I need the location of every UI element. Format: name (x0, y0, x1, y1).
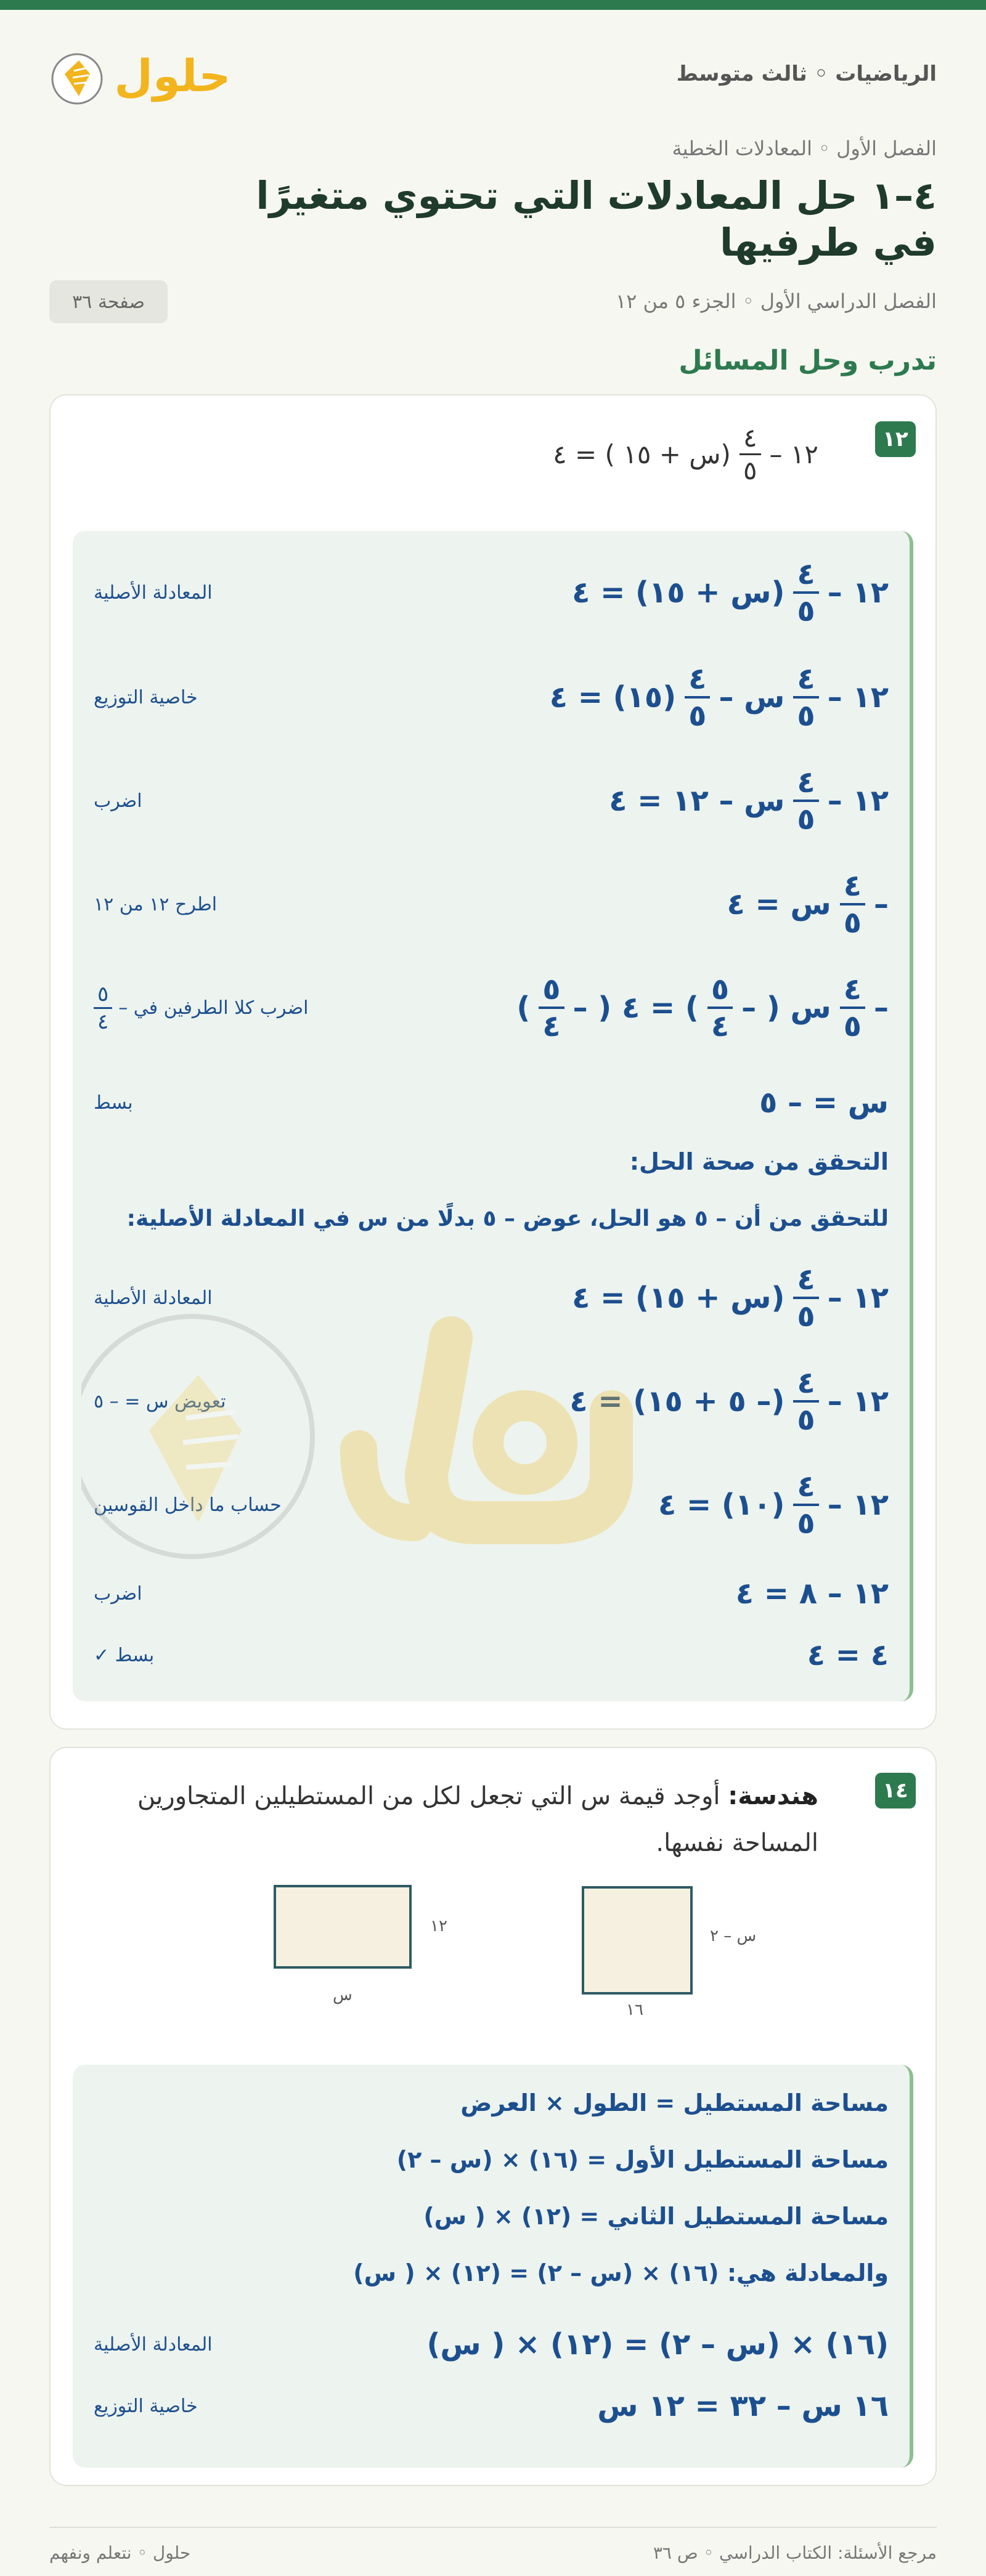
fraction-numerator: ٤ (843, 869, 862, 903)
check-step (94, 1261, 889, 1335)
eq-text: – (874, 990, 889, 1025)
step-note (94, 971, 308, 1045)
page-header (49, 37, 937, 117)
rectangle-2-bottom-label: س (333, 1986, 352, 2004)
eq-text: س – (719, 680, 785, 715)
solution-step (94, 556, 889, 630)
eq-text: ١٢ – (827, 1281, 889, 1315)
stmt-fraction (740, 422, 761, 485)
note-fraction (94, 981, 112, 1034)
fraction-denominator: ٥ (793, 1400, 818, 1435)
eq-text: ١٢ – (827, 784, 889, 818)
fraction-numerator: ٤ (797, 1366, 815, 1400)
step-equation (609, 764, 889, 838)
step-note: اضرب (94, 1582, 142, 1605)
hulul-logo[interactable] (49, 37, 234, 117)
eq-text: (س + ١٥) = ٤ (572, 575, 785, 610)
eq-text: – (874, 887, 889, 921)
question-statement (91, 1773, 818, 1866)
fraction-denominator: ٥ (840, 1007, 865, 1041)
check-intro: للتحقق من أن – ٥ هو الحل، عوض – ٥ بدلًا من س في المعادلة الأصلية: (126, 1206, 889, 1231)
fraction-denominator: ٤ (539, 1007, 564, 1041)
step-equation: ٤ = ٤ (807, 1638, 889, 1672)
logo-text: حلول (114, 50, 231, 102)
step-note: المعادلة الأصلية (94, 2333, 213, 2355)
eq-fraction (793, 765, 818, 836)
fraction-denominator: ٥ (793, 800, 818, 834)
step-note: خاصية التوزيع (94, 2395, 198, 2417)
fraction-numerator: ٥ (542, 972, 561, 1007)
eq-text: س ( – (741, 990, 831, 1025)
eq-text: س – ١٢ = ٤ (609, 784, 785, 818)
check-title: التحقق من صحة الحل: (629, 1148, 889, 1175)
question-card-14 (49, 1747, 937, 2486)
step-equation (516, 971, 889, 1045)
solution-step (94, 660, 889, 734)
step-equation (550, 660, 889, 734)
fraction-denominator: ٤ (94, 1007, 112, 1032)
fraction-numerator: ٥ (711, 972, 730, 1007)
eq-text: (١٠) = ٤ (658, 1488, 785, 1522)
solution-line: والمعادلة هي: (١٦) × (س – ٢) = (١٢) × ( س) (353, 2259, 889, 2286)
subject-label: الرياضيات ◦ ثالث متوسط (676, 62, 937, 86)
step-equation (569, 1364, 889, 1438)
solution-panel (73, 531, 913, 1701)
stmt-part-a: ١٢ – (769, 439, 818, 469)
eq-text: ١٢ – (827, 1384, 889, 1419)
check-step (94, 1618, 889, 1692)
fraction-numerator: ٤ (743, 422, 757, 453)
rectangle-2-side-label: ١٢ (430, 1917, 447, 1935)
eq-fraction (793, 559, 818, 626)
eq-fraction (793, 1469, 818, 1541)
question-text: أوجد قيمة س التي تجعل لكل من المستطيلين المتجاورين المساحة نفسها. (137, 1782, 818, 1857)
eq-text: ١٢ – (827, 680, 889, 715)
step-equation: (١٦) × (س – ٢) = (١٢) × ( س) (426, 2327, 889, 2362)
check-step (94, 1468, 889, 1542)
eq-text: س = ٤ (727, 887, 831, 921)
question-statement (553, 414, 818, 494)
step-note: اطرح ١٢ من ١٢ (94, 893, 218, 915)
fraction-numerator: ٤ (797, 1469, 815, 1504)
eq-fraction (539, 974, 564, 1041)
step-note: المعادلة الأصلية (94, 581, 213, 604)
solution-step (94, 1066, 889, 1140)
fraction-denominator: ٥ (840, 903, 865, 938)
fraction-numerator: ٤ (797, 765, 815, 800)
eq-text: ) = ٤ ( – (572, 990, 699, 1025)
eq-text: ) (516, 990, 531, 1025)
check-step (94, 1364, 889, 1438)
eq-fraction (840, 871, 865, 938)
eq-text: (– ٥ + ١٥) = ٤ (569, 1384, 785, 1419)
eq-fraction (793, 1368, 818, 1435)
step-equation: ١٦ س – ٣٢ = ١٢ س (597, 2389, 889, 2423)
question-number-badge: ١٤ (875, 1773, 916, 1808)
eq-fraction (685, 664, 710, 731)
top-accent-bar (0, 0, 986, 10)
page-footer (49, 2527, 937, 2563)
eq-text: (س + ١٥) = ٤ (572, 1281, 785, 1315)
eq-fraction (793, 1262, 818, 1334)
fraction-denominator: ٥ (793, 591, 818, 626)
step-note: حساب ما داخل القوسين (94, 1494, 282, 1516)
step-note: بسط ✓ (94, 1644, 155, 1666)
solution-step (94, 971, 889, 1045)
fraction-numerator: ٥ (97, 981, 109, 1007)
eq-fraction (840, 974, 865, 1041)
page-title: ٤–١ حل المعادلات التي تحتوي متغيرًا في طرفيها (256, 173, 937, 265)
solution-panel (73, 2065, 913, 2468)
step-equation: ١٢ – ٨ = ٤ (735, 1576, 889, 1611)
question-number-badge: ١٢ (875, 421, 916, 457)
step-note: بسط (94, 1092, 133, 1114)
step-equation (658, 1468, 889, 1542)
solution-line: مساحة المستطيل الثاني = (١٢) × ( س) (423, 2203, 889, 2230)
step-note: اضرب (94, 790, 142, 812)
eq-fraction (793, 664, 818, 731)
footer-brand[interactable]: حلول ◦ نتعلم ونفهم (49, 2543, 191, 2563)
fraction-numerator: ٤ (797, 557, 815, 591)
fraction-denominator: ٥ (740, 453, 761, 484)
step-note: تعويض س = – ٥ (94, 1390, 226, 1412)
solution-step (94, 867, 889, 941)
fraction-numerator: ٤ (797, 1262, 815, 1297)
question-card-12 (49, 394, 937, 1730)
footer-source: مرجع الأسئلة: الكتاب الدراسي ◦ ص ٣٦ (653, 2543, 937, 2563)
solution-line: مساحة المستطيل = الطول × العرض (460, 2089, 889, 2116)
step-equation (572, 1261, 889, 1335)
fraction-denominator: ٤ (707, 1007, 733, 1041)
breadcrumb[interactable]: الفصل الأول ◦ المعادلات الخطية (672, 137, 937, 160)
question-label: هندسة: (728, 1782, 818, 1810)
eq-fraction (707, 974, 733, 1041)
rectangle-1-bottom-label: ١٦ (626, 2001, 643, 2019)
fraction-denominator: ٥ (685, 696, 710, 731)
fraction-denominator: ٥ (793, 1297, 818, 1331)
fraction-numerator: ٤ (688, 662, 707, 696)
step-note: المعادلة الأصلية (94, 1287, 213, 1309)
stmt-part-b: (س + ١٥ ) = ٤ (553, 439, 731, 469)
eq-text: ١٢ – (827, 1488, 889, 1522)
fraction-numerator: ٤ (843, 972, 862, 1007)
fraction-numerator: ٤ (797, 662, 815, 696)
step-equation: س = – ٥ (759, 1085, 889, 1120)
step-note: خاصية التوزيع (94, 686, 198, 708)
solution-step (94, 2369, 889, 2443)
eq-text: ١٢ – (827, 575, 889, 610)
rectangle-1-side-label: س – ٢ (710, 1927, 757, 1945)
step-equation (572, 556, 889, 630)
rectangle-1 (582, 1886, 693, 1995)
solution-line: مساحة المستطيل الأول = (١٦) × (س – ٢) (396, 2146, 889, 2173)
fraction-denominator: ٥ (793, 1504, 818, 1538)
solution-step (94, 764, 889, 838)
page-chip: صفحة ٣٦ (49, 280, 168, 323)
rectangle-2 (274, 1885, 412, 1969)
note-text: اضرب كلا الطرفين في – (118, 997, 309, 1019)
step-equation (727, 867, 889, 941)
fraction-denominator: ٥ (793, 696, 818, 731)
lesson-meta: الفصل الدراسي الأول ◦ الجزء ٥ من ١٢ (615, 290, 937, 313)
section-title: تدرب وحل المسائل (678, 345, 937, 376)
eq-text: (١٥) = ٤ (549, 680, 677, 715)
